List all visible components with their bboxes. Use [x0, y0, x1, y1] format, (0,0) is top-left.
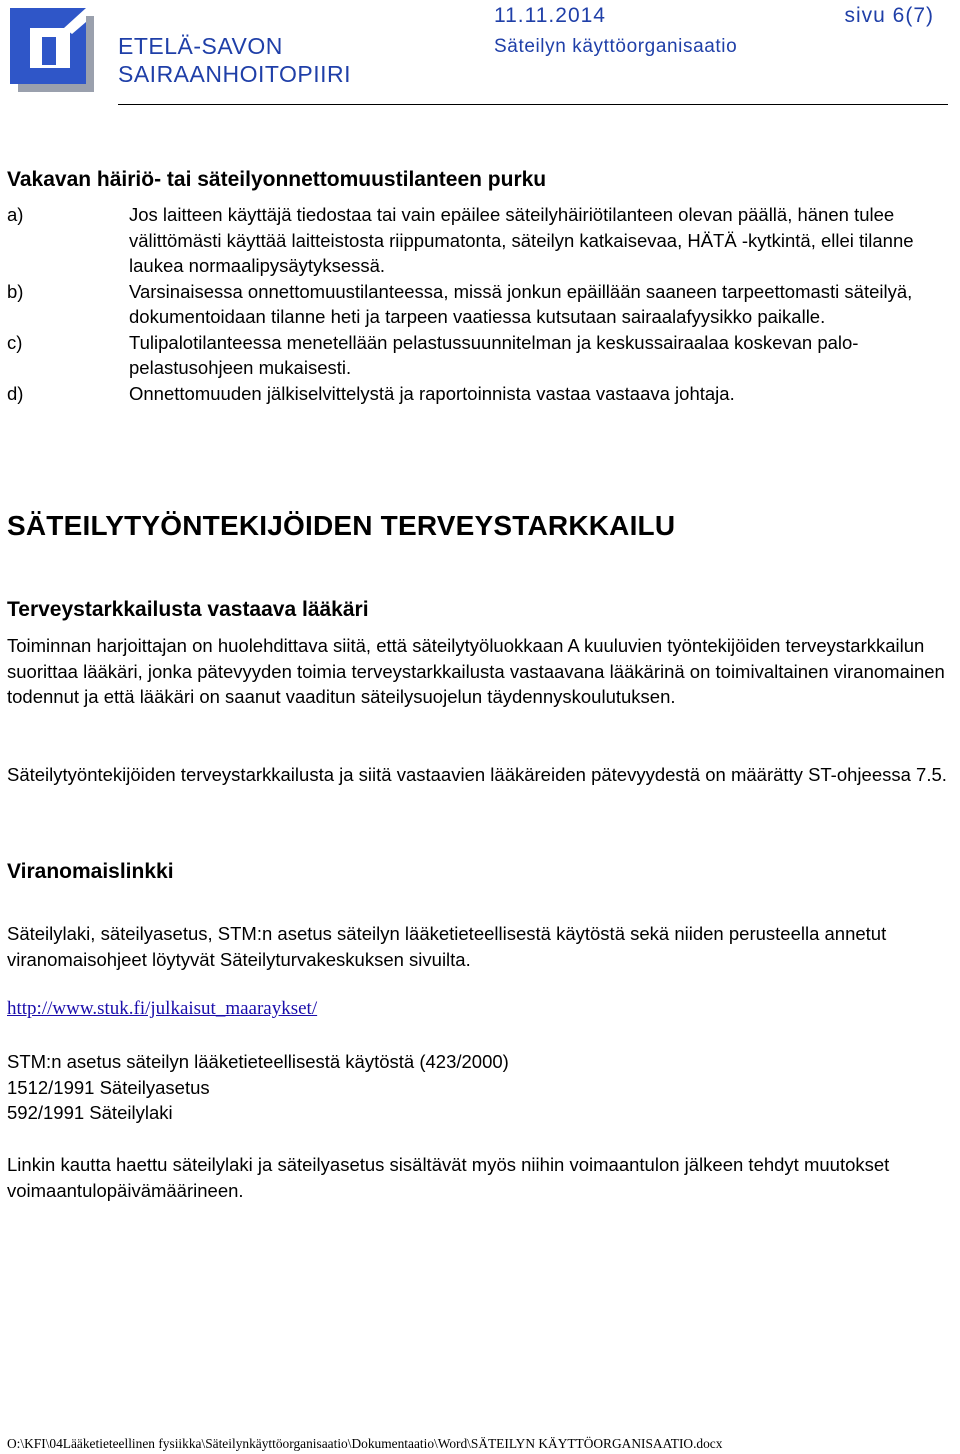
document-date: 11.11.2014: [494, 4, 606, 27]
incident-steps-list: [7, 202, 957, 406]
section-title-health-surveillance: SÄTEILYTYÖNTEKIJÖIDEN TERVEYSTARKKAILU: [7, 510, 676, 541]
organization-name: [118, 32, 351, 88]
department-name: Säteilyn käyttöorganisaatio: [494, 36, 738, 57]
list-item-text: Varsinaisessa onnettomuustilanteessa, missä jonkun epäillään saaneen tarpeettomasti säteilyä, dokumentoidaan tilanne heti ja tarpeen vaatiessa kutsutaan sairaalafyysikko paikalle.: [129, 280, 913, 327]
section-title-incident-resolution: Vakavan häiriö- tai säteilyonnettomuustilanteen purku: [7, 168, 547, 191]
subheading-responsible-physician: Terveystarkkailusta vastaava lääkäri: [7, 598, 369, 621]
subheading-authority-link: Viranomaislinkki: [7, 860, 174, 883]
regulation-references: [7, 1049, 952, 1126]
hospital-district-logo: [6, 4, 98, 96]
page-number: sivu 6(7): [844, 4, 934, 27]
header-divider: [118, 104, 948, 105]
paragraph-regulations-location: Säteilylaki, säteilyasetus, STM:n asetus säteilyn lääketieteellisestä käytöstä sekä niiden perusteella annetut viranomaisohjeet löytyvät Säteilyturvakeskuksen sivuilta.: [7, 923, 887, 970]
reference-item: STM:n asetus säteilyn lääketieteellisestä käytöstä (423/2000): [7, 1051, 509, 1072]
paragraph-st-guide-reference: Säteilytyöntekijöiden terveystarkkailusta ja siitä vastaavien lääkäreiden pätevyydestä on määrätty ST-ohjeessa 7.5.: [7, 764, 947, 785]
list-item: [7, 330, 957, 381]
list-item: [7, 381, 957, 407]
organization-name-line2: SAIRAANHOITOPIIRI: [118, 61, 352, 87]
list-item: [7, 202, 957, 279]
stuk-regulations-link[interactable]: http://www.stuk.fi/julkaisut_maaraykset/: [7, 998, 318, 1019]
list-item-label: a): [7, 204, 24, 225]
footer-file-path: O:\KFI\04Lääketieteellinen fysiikka\Säteilynkäyttöorganisaatio\Dokumentaatio\Word\SÄTEILYN KÄYTTÖORGANISAATIO.docx: [7, 1436, 723, 1451]
organization-name-line1: ETELÄ-SAVON: [118, 33, 283, 59]
paragraph-amendments-note: Linkin kautta haettu säteilylaki ja säteilyasetus sisältävät myös niihin voimaantulon jälkeen tehdyt muutokset voimaantulopäivämäärineen.: [7, 1154, 890, 1201]
list-item-text: Onnettomuuden jälkiselvittelystä ja raportoinnista vastaa vastaava johtaja.: [129, 382, 735, 404]
paragraph-physician-requirements: Toiminnan harjoittajan on huolehdittava siitä, että säteilytyöluokkaan A kuuluvien työntekijöiden terveystarkkailun suorittaa lääkäri, jonka pätevyyden toimia terveystarkkailusta vastaavana lääkärinä on toimivaltainen viranomainen todennut ja että lääkäri on saanut vaaditun säteilysuojelun täydennyskoulutuksen.: [7, 635, 945, 707]
reference-item: 592/1991 Säteilylaki: [7, 1102, 173, 1123]
list-item-text: Jos laitteen käyttäjä tiedostaa tai vain epäilee säteilyhäiriötilanteen olevan päällä, hänen tulee välittömästi käyttää laitteistosta riippumatonta, säteilyn katkaisevaa, HÄTÄ -kytkintä, ellei tilanne laukea normaalipysäytyksessä.: [129, 204, 914, 276]
list-item: [7, 279, 957, 330]
list-item-label: c): [7, 331, 23, 353]
reference-item: 1512/1991 Säteilyasetus: [7, 1076, 210, 1098]
list-item-label: b): [7, 280, 24, 302]
list-item-text: Tulipalotilanteessa menetellään pelastussuunnitelman ja keskussairaalaa koskevan palo-pelastusohjeen mukaisesti.: [129, 331, 859, 378]
logo-figure-body: [42, 37, 56, 65]
list-item-label: d): [7, 382, 24, 404]
